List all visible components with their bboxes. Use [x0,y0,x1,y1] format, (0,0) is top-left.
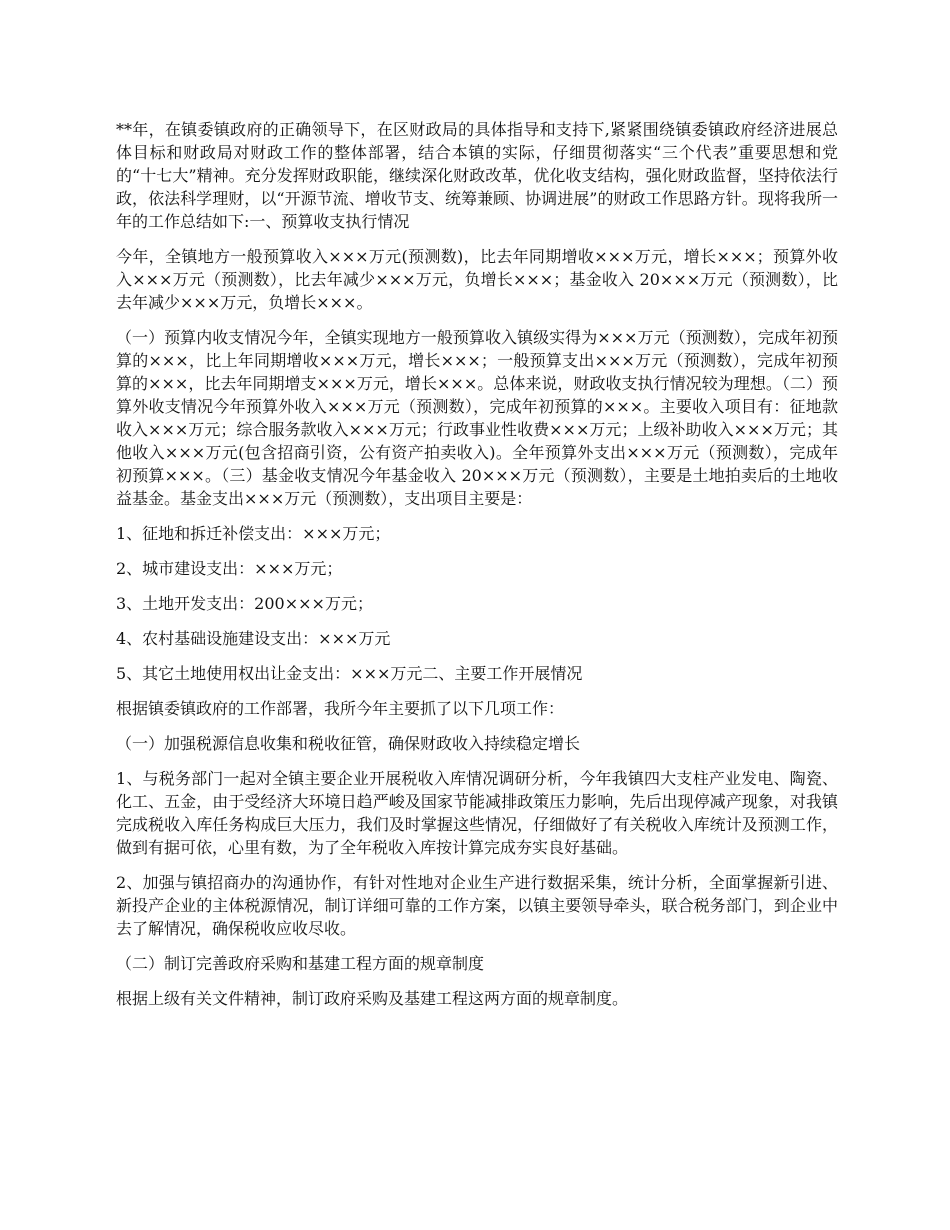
section-heading: （一）加强税源信息收集和税收征管，确保财政收入持续稳定增长 [116,734,581,753]
list-item: 5、其它土地使用权出让金支出：×××万元二、主要工作开展情况 [116,664,583,683]
section-heading: （二）制订完善政府采购和基建工程方面的规章制度 [116,954,485,973]
list-item: 4、农村基础设施建设支出：×××万元 [116,629,391,648]
budget-detail-paragraph: （一）预算内收支情况今年，全镇实现地方一般预算收入镇级实得为×××万元（预测数），完成年初预算的×××，比上年同期增收×××万元，增长×××；一般预算支出×××万元（预测数），完成年初预算的×××，比去年同期增支×××万元，增长×××。总体来说，财政收支执行情况较为理想。（二）预算外收支情况今年预算外收入×××万元（预测数），完成年初预算的×××。主要收入项目有：征地款收入×××万元；综合服务款收入×××万元；行政事业性收费×××万元；上级补助收入×××万元；其他收入×××万元(包含招商引资，公有资产拍卖收入)。全年预算外支出×××万元（预测数），完成年初预算×××。（三）基金收支情况今年基金收入 20×××万元（预测数），主要是土地拍卖后的土地收益基金。基金支出×××万元（预测数），支出项目主要是： [116,328,838,508]
budget-summary-paragraph: 今年，全镇地方一般预算收入×××万元(预测数)，比去年同期增收×××万元，增长×××；预算外收入×××万元（预测数），比去年减少×××万元，负增长×××；基金收入 20×××万元（预测数），比去年减少×××万元，负增长×××。 [116,247,838,312]
work-intro-paragraph: 根据镇委镇政府的工作部署，我所今年主要抓了以下几项工作： [116,699,565,718]
list-item: 3、土地开发支出：200×××万元； [116,594,373,613]
work-item-paragraph: 1、与税务部门一起对全镇主要企业开展税收入库情况调研分析，今年我镇四大支柱产业发电、陶瓷、化工、五金，由于受经济大环境日趋严峻及国家节能减排政策压力影响，先后出现停减产现象，对我镇完成税收入库任务构成巨大压力，我们及时掌握这些情况，仔细做好了有关税收入库统计及预测工作，做到有据可依，心里有数，为了全年税收入库按计算完成夯实良好基础。 [116,769,838,857]
document-body [116,118,838,1022]
closing-paragraph: 根据上级有关文件精神，制订政府采购及基建工程这两方面的规章制度。 [116,989,629,1008]
work-item-paragraph: 2、加强与镇招商办的沟通协作，有针对性地对企业生产进行数据采集，统计分析，全面掌握新引进、新投产企业的主体税源情况，制订详细可靠的工作方案，以镇主要领导牵头，联合税务部门，到企业中去了解情况，确保税收应收尽收。 [116,873,838,938]
list-item: 2、城市建设支出：×××万元； [116,559,343,578]
intro-paragraph: **年，在镇委镇政府的正确领导下，在区财政局的具体指导和支持下,紧紧围绕镇委镇政府经济进展总体目标和财政局对财政工作的整体部署，结合本镇的实际，仔细贯彻落实“三个代表”重要思想和党的“十七大”精神。充分发挥财政职能，继续深化财政改革，优化收支结构，强化财政监督，坚持依法行政，依法科学理财，以“开源节流、增收节支、统筹兼顾、协调进展”的财政工作思路方针。现将我所一年的工作总结如下:一、预算收支执行情况 [116,120,838,231]
list-item: 1、征地和拆迁补偿支出：×××万元； [116,524,391,543]
